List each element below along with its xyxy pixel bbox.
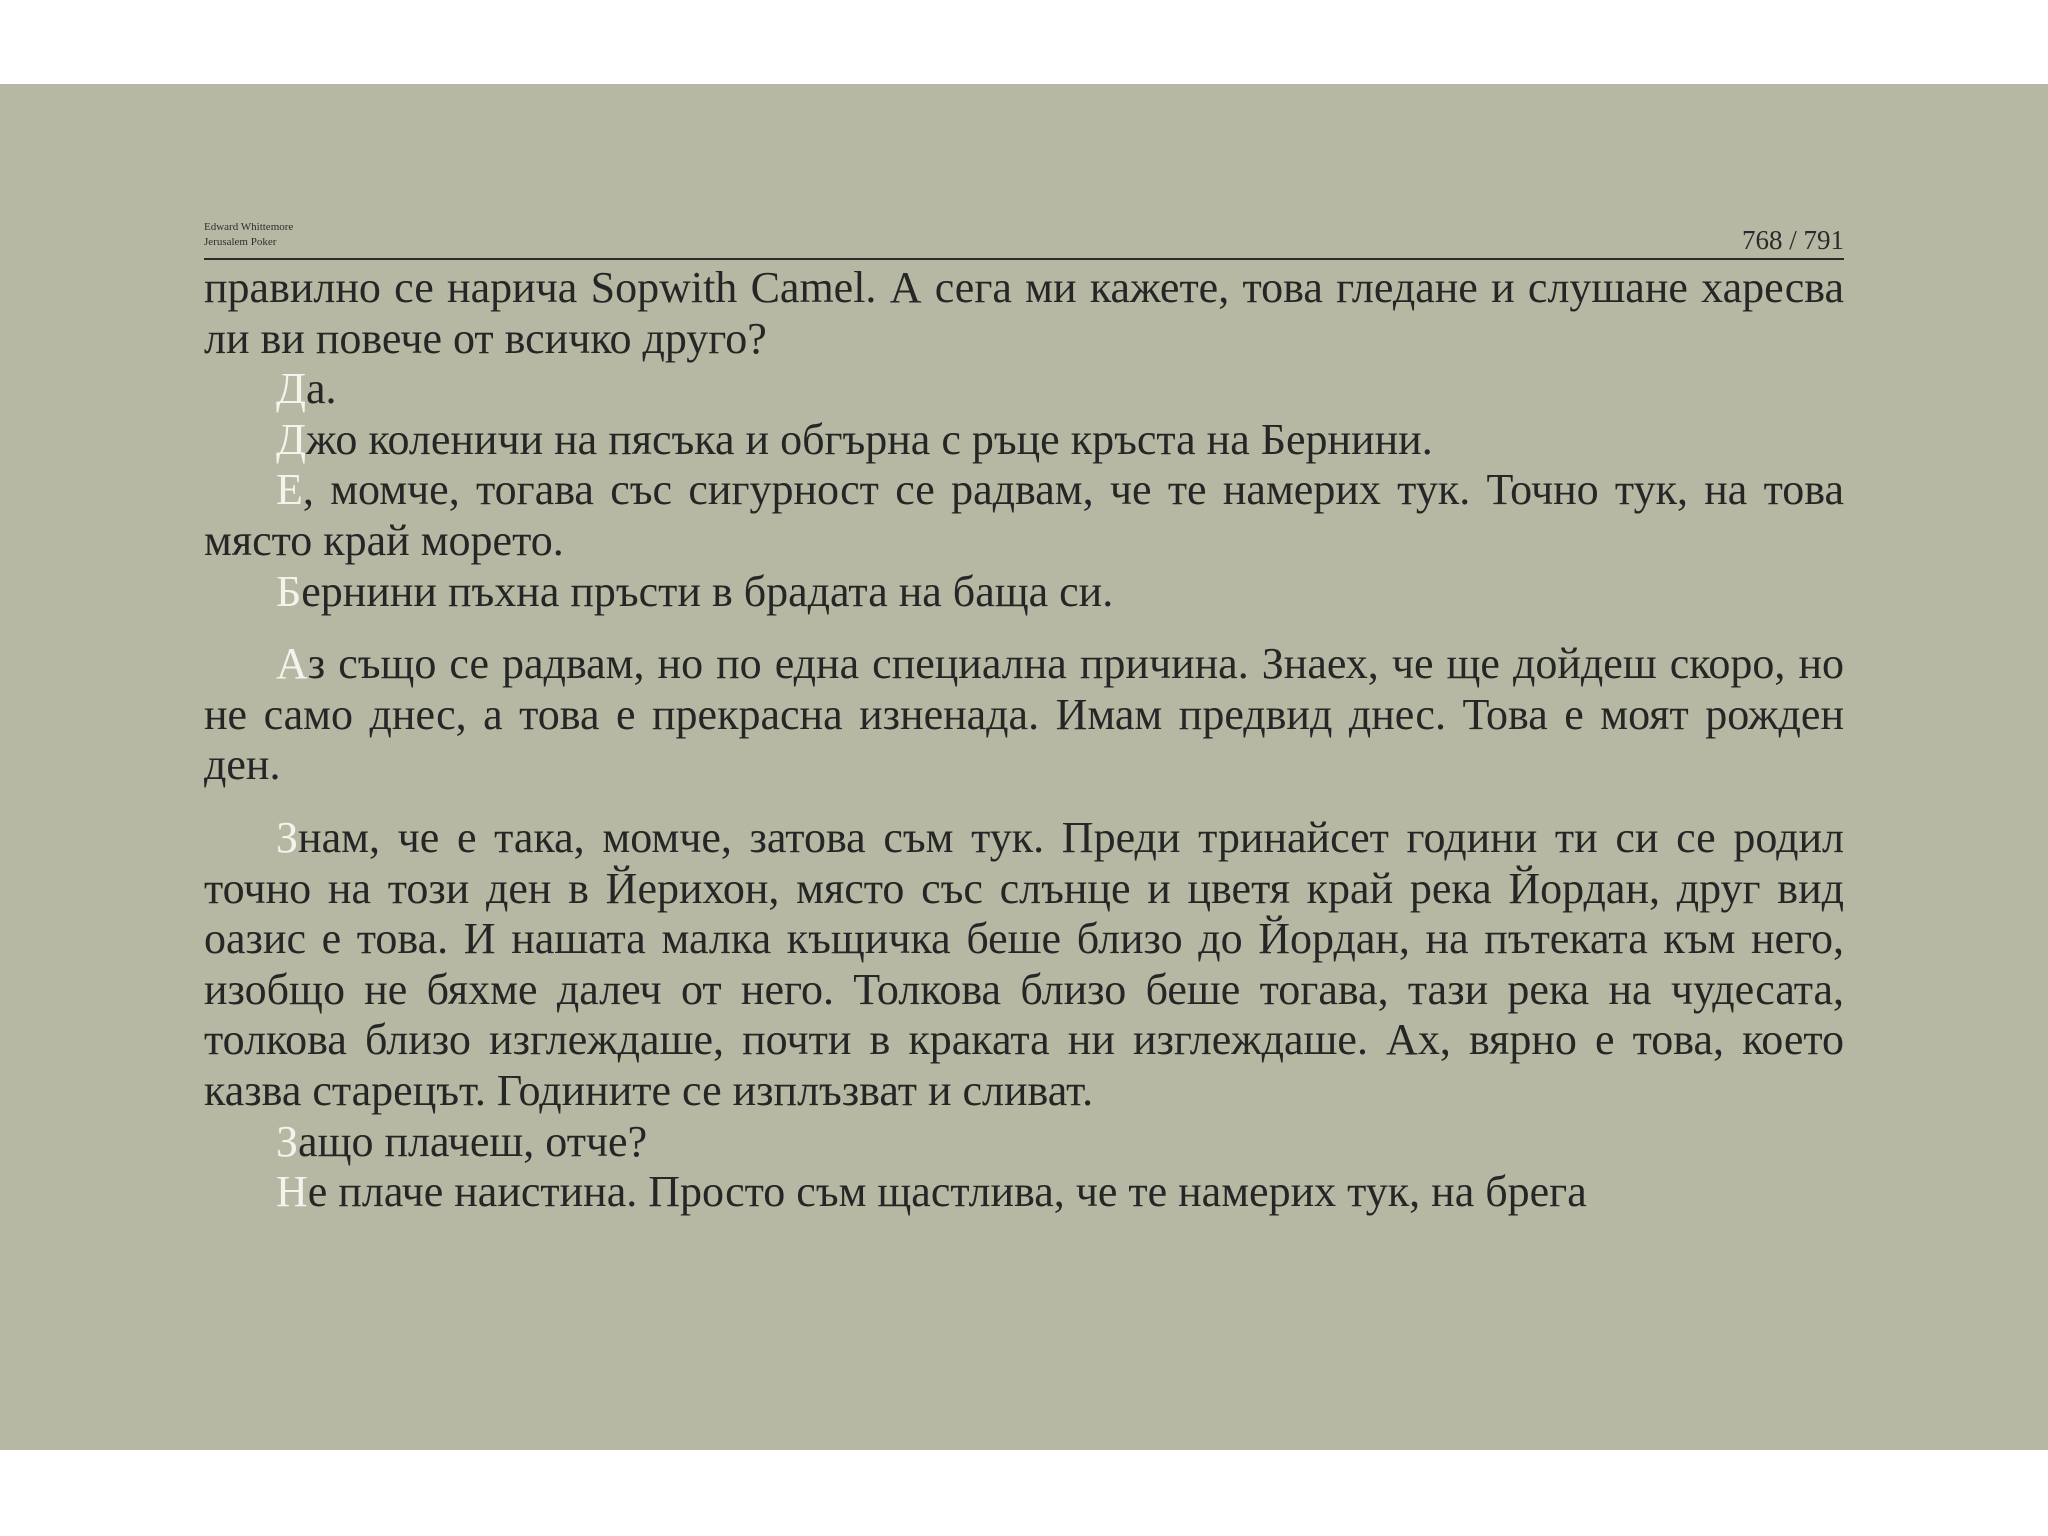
paragraph <box>204 465 1844 566</box>
paragraph-text: а. <box>306 364 337 414</box>
paragraph-initial: Д <box>276 414 307 464</box>
paragraph-text: нам, че е така, момче, затова съм тук. Преди тринайсет години ти си се родил точно на този ден в Йерихон, място със слънце и цветя край река Йордан, друг вид оазис е това. И нашата малка къщичка беше близо до Йордан, на пътеката към него, изобщо не бяхме далеч от него. Толкова близо беше тогава, тази река на чудесата, толкова близо изглеждаше, почти в краката ни изглеждаше. Ах, вярно е това, което казва старецът. Годините се изплъзват и сливат. <box>204 812 1844 1115</box>
paragraph <box>204 263 1844 364</box>
paragraph-text: правилно се нарича Sopwith Camel. А сега ми кажете, това гледане и слушане харесва ли ви повече от всичко друго? <box>204 263 1844 363</box>
paragraph <box>204 813 1844 1117</box>
paragraph <box>204 1117 1844 1168</box>
paragraph <box>204 567 1844 618</box>
paragraph-text: з също се радвам, но по една специална причина. Знаех, че ще дойдеш скоро, но не само днес, а това е прекрасна изненада. Имам предвид днес. Това е моят рожден ден. <box>204 639 1844 790</box>
paragraph <box>204 415 1844 466</box>
paragraph-initial: Д <box>276 364 307 414</box>
paragraph <box>204 639 1844 791</box>
paragraph-initial: Б <box>276 566 302 616</box>
author-name: Edward Whittemore <box>204 221 294 233</box>
paragraph-initial: Е <box>276 465 303 515</box>
paragraph <box>204 1167 1844 1218</box>
paragraph-initial: Н <box>276 1167 308 1217</box>
paragraph-initial: З <box>276 1116 299 1166</box>
paragraph-text: жо коленичи на пясъка и обгърна с ръце кръста на Бернини. <box>306 414 1433 464</box>
paragraph-text: е плаче наистина. Просто съм щастлива, че те намерих тук, на брега <box>307 1167 1587 1217</box>
paragraph-text: , момче, тогава със сигурност се радвам, че те намерих тук. Точно тук, на това място край морето. <box>204 465 1844 565</box>
book-title: Jerusalem Poker <box>204 236 277 248</box>
book-meta <box>204 220 293 250</box>
page-indicator: 768 / 791 <box>1741 225 1844 255</box>
header-divider <box>204 258 1844 260</box>
page-header <box>204 137 1844 260</box>
paragraph-text: ащо плачеш, отче? <box>298 1116 648 1166</box>
paragraph-initial: З <box>276 812 299 862</box>
reader-text <box>204 263 1844 1218</box>
paragraph-initial: А <box>276 639 308 689</box>
paragraph <box>204 364 1844 415</box>
paragraph-text: ернини пъхна пръсти в брадата на баща си. <box>301 566 1114 616</box>
